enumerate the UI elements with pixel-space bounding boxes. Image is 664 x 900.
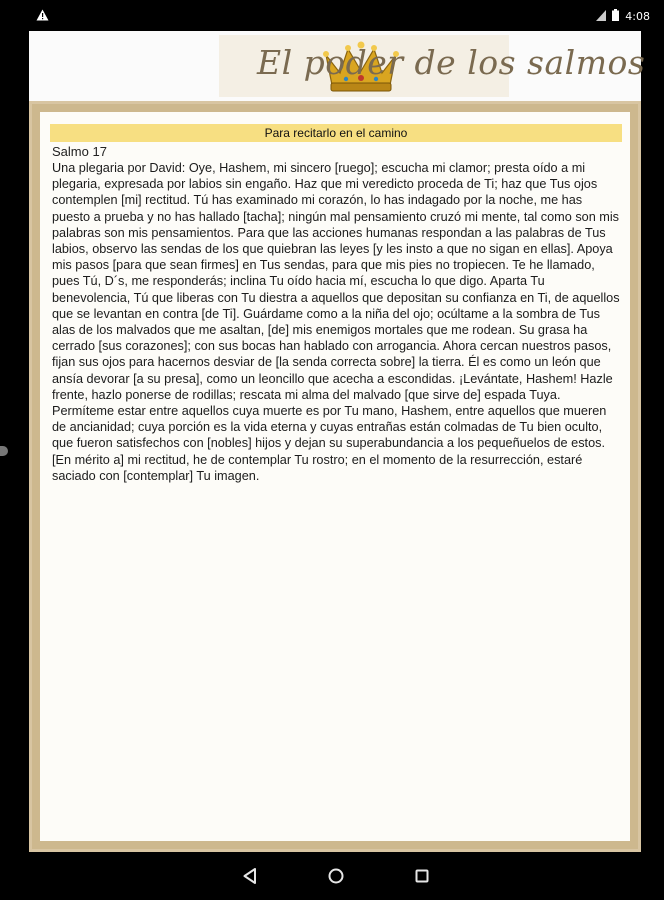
content-frame	[29, 101, 641, 852]
side-handle[interactable]	[0, 446, 8, 456]
signal-icon	[596, 10, 606, 24]
app-logo	[219, 35, 646, 97]
back-triangle-icon[interactable]	[236, 862, 264, 890]
navigation-bar	[0, 852, 664, 900]
psalm-text: Una plegaria por David: Oye, Hashem, mi sincero [ruego]; escucha mi clamor; presta oído a mi plegaria, expresada por labios sin engaño. Haz que mi veredicto proceda de Ti; haz que Tus ojos contemplen [mi] rectitud. Tú has examinado mi corazón, lo has indagado por la noche, me has puesto a prueba y no has hallado [tacha]; ningún mal pensamiento cruzó mi mente, tal como son mis palabras son mis pensamientos. Para que las acciones humanas respondan a las palabras de Tus labios, observo las sendas de los que quiebran las leyes [y les insto a que no sigan en ellas]. Apoya mis pasos [para que sean firmes] en Tus sendas, para que mis pies no tropiecen. Te he llamado, pues Tú, D´s, me responderás; inclina Tu oído hacia mí, escucha lo que digo. Aparta Tu benevolencia, Tú que liberas con Tu diestra a aquellos que depositan su confianza en Ti, de aquellos que se levantan en contra [de Ti]. Guárdame como a la niña del ojo; ocúltame a la sombra de Tus alas de los malvados que me asaltan, [de] mis enemigos mortales que me rodean. Su grasa ha cerrado [sus corazones]; con sus bocas han hablado con arrogancia. Ahora cercan nuestros pasos, fijan sus ojos para hacernos desviar de [la senda correcta sobre] la tierra. Él es como un león que ansía devorar [a su presa], como un leoncillo que acecha a escondidas. ¡Levántate, Hashem! Hazle frente, hazlo ponerse de rodillas; rescata mi alma del malvado [que sirve de] espada Tuya. Permíteme estar entre aquellos cuya muerte es por Tu mano, Hashem, entre aquellos que mueren de ancianidad; cuya porción es la vida eterna y cuyas entrañas están colmadas de Tu bien oculto, que fueron satisfechos con [nobles] hijos y dejan su superabundancia a los pequeñuelos de estos. [En mérito a] mi rectitud, he de contemplar Tu rostro; en el momento de la resurrección, estaré saciado con [contemplar] Tu imagen.	[52, 161, 620, 483]
home-circle-icon[interactable]	[322, 862, 350, 890]
status-icons	[596, 9, 650, 24]
app-header	[29, 31, 646, 101]
section-heading: Para recitarlo en el camino	[50, 124, 622, 142]
status-bar	[0, 0, 664, 31]
recents-square-icon[interactable]	[408, 862, 436, 890]
status-time: 4:08	[625, 10, 650, 23]
logo-title: El poder de los salmos	[257, 43, 646, 82]
psalm-title: Salmo 17	[52, 144, 107, 159]
battery-icon	[612, 9, 619, 24]
psalm-page	[40, 112, 630, 841]
warning-triangle-icon	[36, 9, 49, 25]
